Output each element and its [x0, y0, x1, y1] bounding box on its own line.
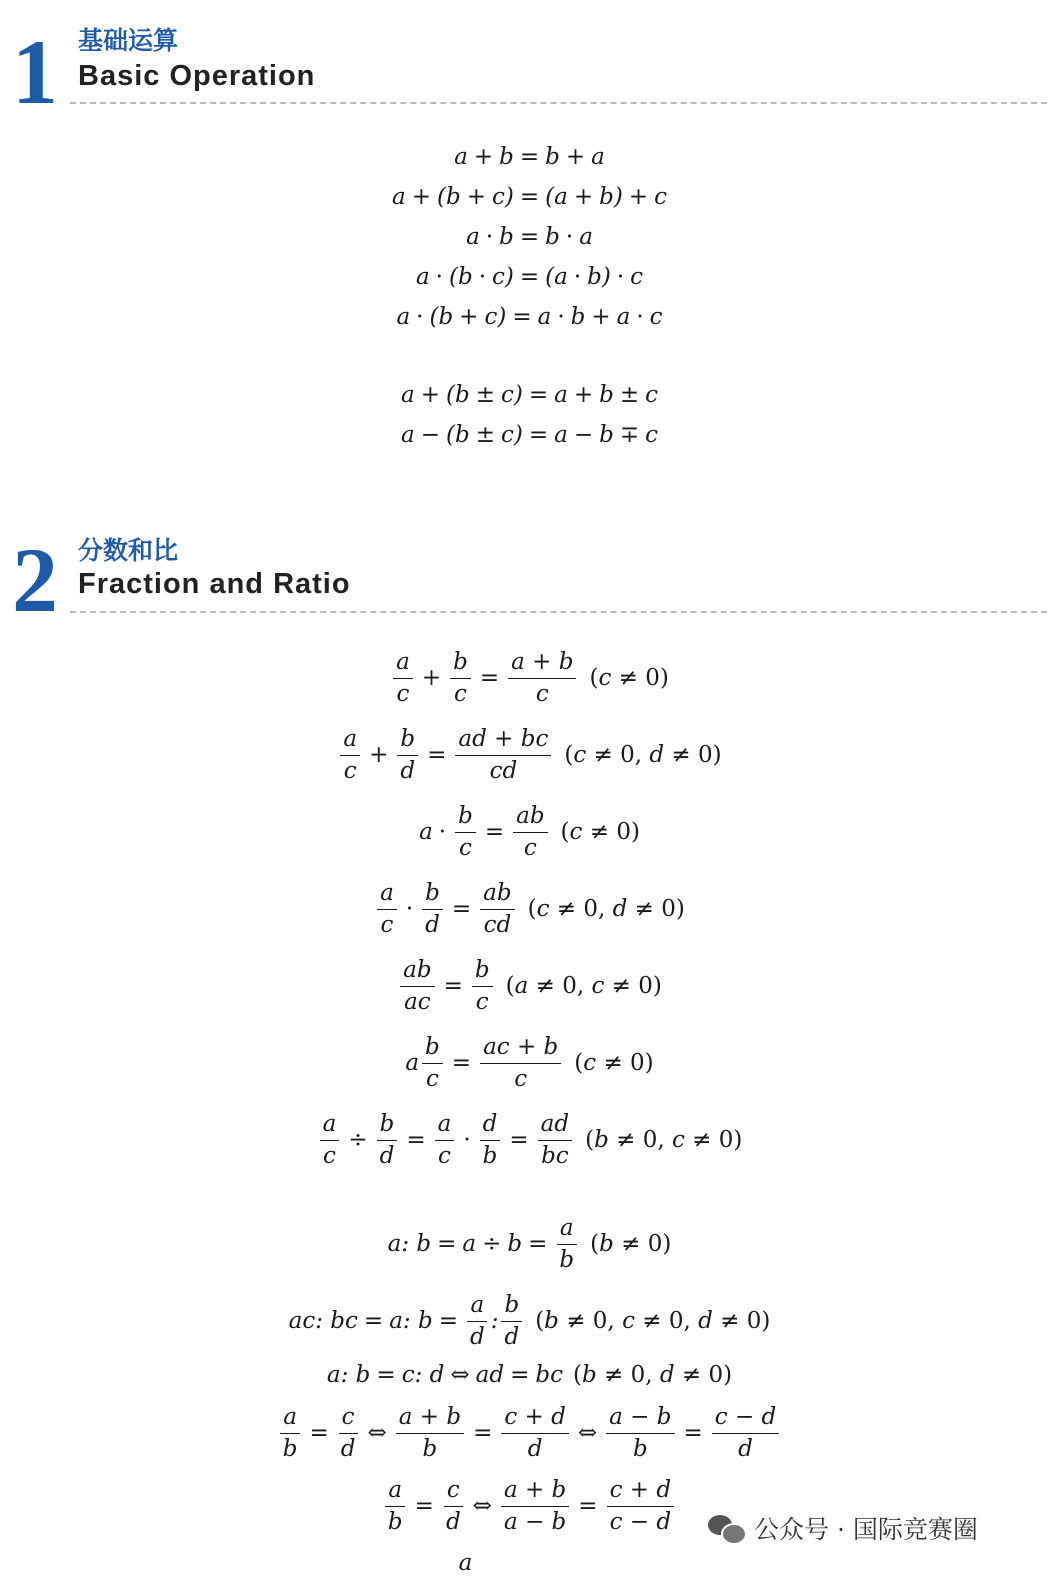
- ratio-equation-partial: a: [458, 1550, 473, 1576]
- fraction-equation: $\frac{a}{c}$ · $\frac{b}{d}$ = $\frac{ab}{cd}$ (c ≠ 0, d ≠ 0): [0, 881, 1059, 939]
- ratio-equation: ac: bc = a: b = $\frac{a}{d}$ : $\frac{b}{d}$ (b ≠ 0, c ≠ 0, d ≠ 0): [288, 1292, 771, 1351]
- watermark: [708, 1508, 978, 1548]
- basic-equation: a + (b + c) = (a + b) + c: [392, 184, 667, 210]
- section-title-en: Basic Operation: [78, 60, 316, 92]
- fraction-equation: $\frac{a}{c}$ ÷ $\frac{b}{d}$ = $\frac{a}{c}$ · $\frac{d}{b}$ = $\frac{ad}{bc}$ (b ≠ 0, c ≠ 0): [0, 1112, 1059, 1170]
- basic-equation: a − (b ± c) = a − b ∓ c: [400, 422, 659, 448]
- basic-equation: a · (b · c) = (a · b) · c: [415, 264, 644, 290]
- ratio-equation: a: b = a ÷ b = $\frac{a}{b}$ (b ≠ 0): [387, 1215, 672, 1274]
- fraction-equation: a $\frac{b}{c}$ = $\frac{ac + b}{c}$ (c ≠ 0): [405, 1034, 654, 1093]
- section-title-en: Fraction and Ratio: [78, 568, 351, 600]
- section-title-cn: 基础运算: [78, 26, 179, 55]
- ratio-equation: $\frac{a}{b}$ = $\frac{c}{d}$ ⇔ $\frac{a + b}{a - b}$ = $\frac{c + d}{c - d}$: [0, 1478, 1059, 1536]
- watermark-text: 公众号 · 国际竞赛圈: [754, 1515, 978, 1544]
- section-divider: [70, 611, 1047, 613]
- fraction-equation: $\frac{a}{c}$ + $\frac{b}{d}$ = $\frac{ad + bc}{cd}$ (c ≠ 0, d ≠ 0): [0, 727, 1059, 785]
- section-1-header: [0, 21, 1059, 123]
- fraction-equation: a · $\frac{b}{c}$ = $\frac{ab}{c}$ (c ≠ 0): [419, 803, 640, 862]
- fraction-equation: $\frac{a}{c}$ + $\frac{b}{c}$ = $\frac{a + b}{c}$ (c ≠ 0): [0, 650, 1059, 708]
- section-number: 2: [12, 529, 58, 631]
- basic-equation: a · (b + c) = a · b + a · c: [396, 304, 663, 330]
- basic-equation: a · b = b · a: [466, 224, 593, 250]
- section-title-cn: 分数和比: [78, 536, 179, 565]
- ratio-equation: a: b = c: d ⇔ ad = bc (b ≠ 0, d ≠ 0): [326, 1362, 733, 1388]
- basic-equation: a + b = b + a: [454, 144, 605, 170]
- wechat-icon: [708, 1513, 744, 1543]
- section-2-header: [0, 529, 1059, 631]
- fraction-equation: $\frac{ab}{ac}$ = $\frac{b}{c}$ (a ≠ 0, c ≠ 0): [0, 958, 1059, 1016]
- ratio-equation: $\frac{a}{b}$ = $\frac{c}{d}$ ⇔ $\frac{a + b}{b}$ = $\frac{c + d}{d}$ ⇔ $\frac{a - b}{b}$ = $\frac{c - d}{d}$: [0, 1405, 1059, 1463]
- basic-equation: a + (b ± c) = a + b ± c: [400, 382, 659, 408]
- section-divider: [70, 102, 1047, 104]
- section-number: 1: [12, 21, 58, 123]
